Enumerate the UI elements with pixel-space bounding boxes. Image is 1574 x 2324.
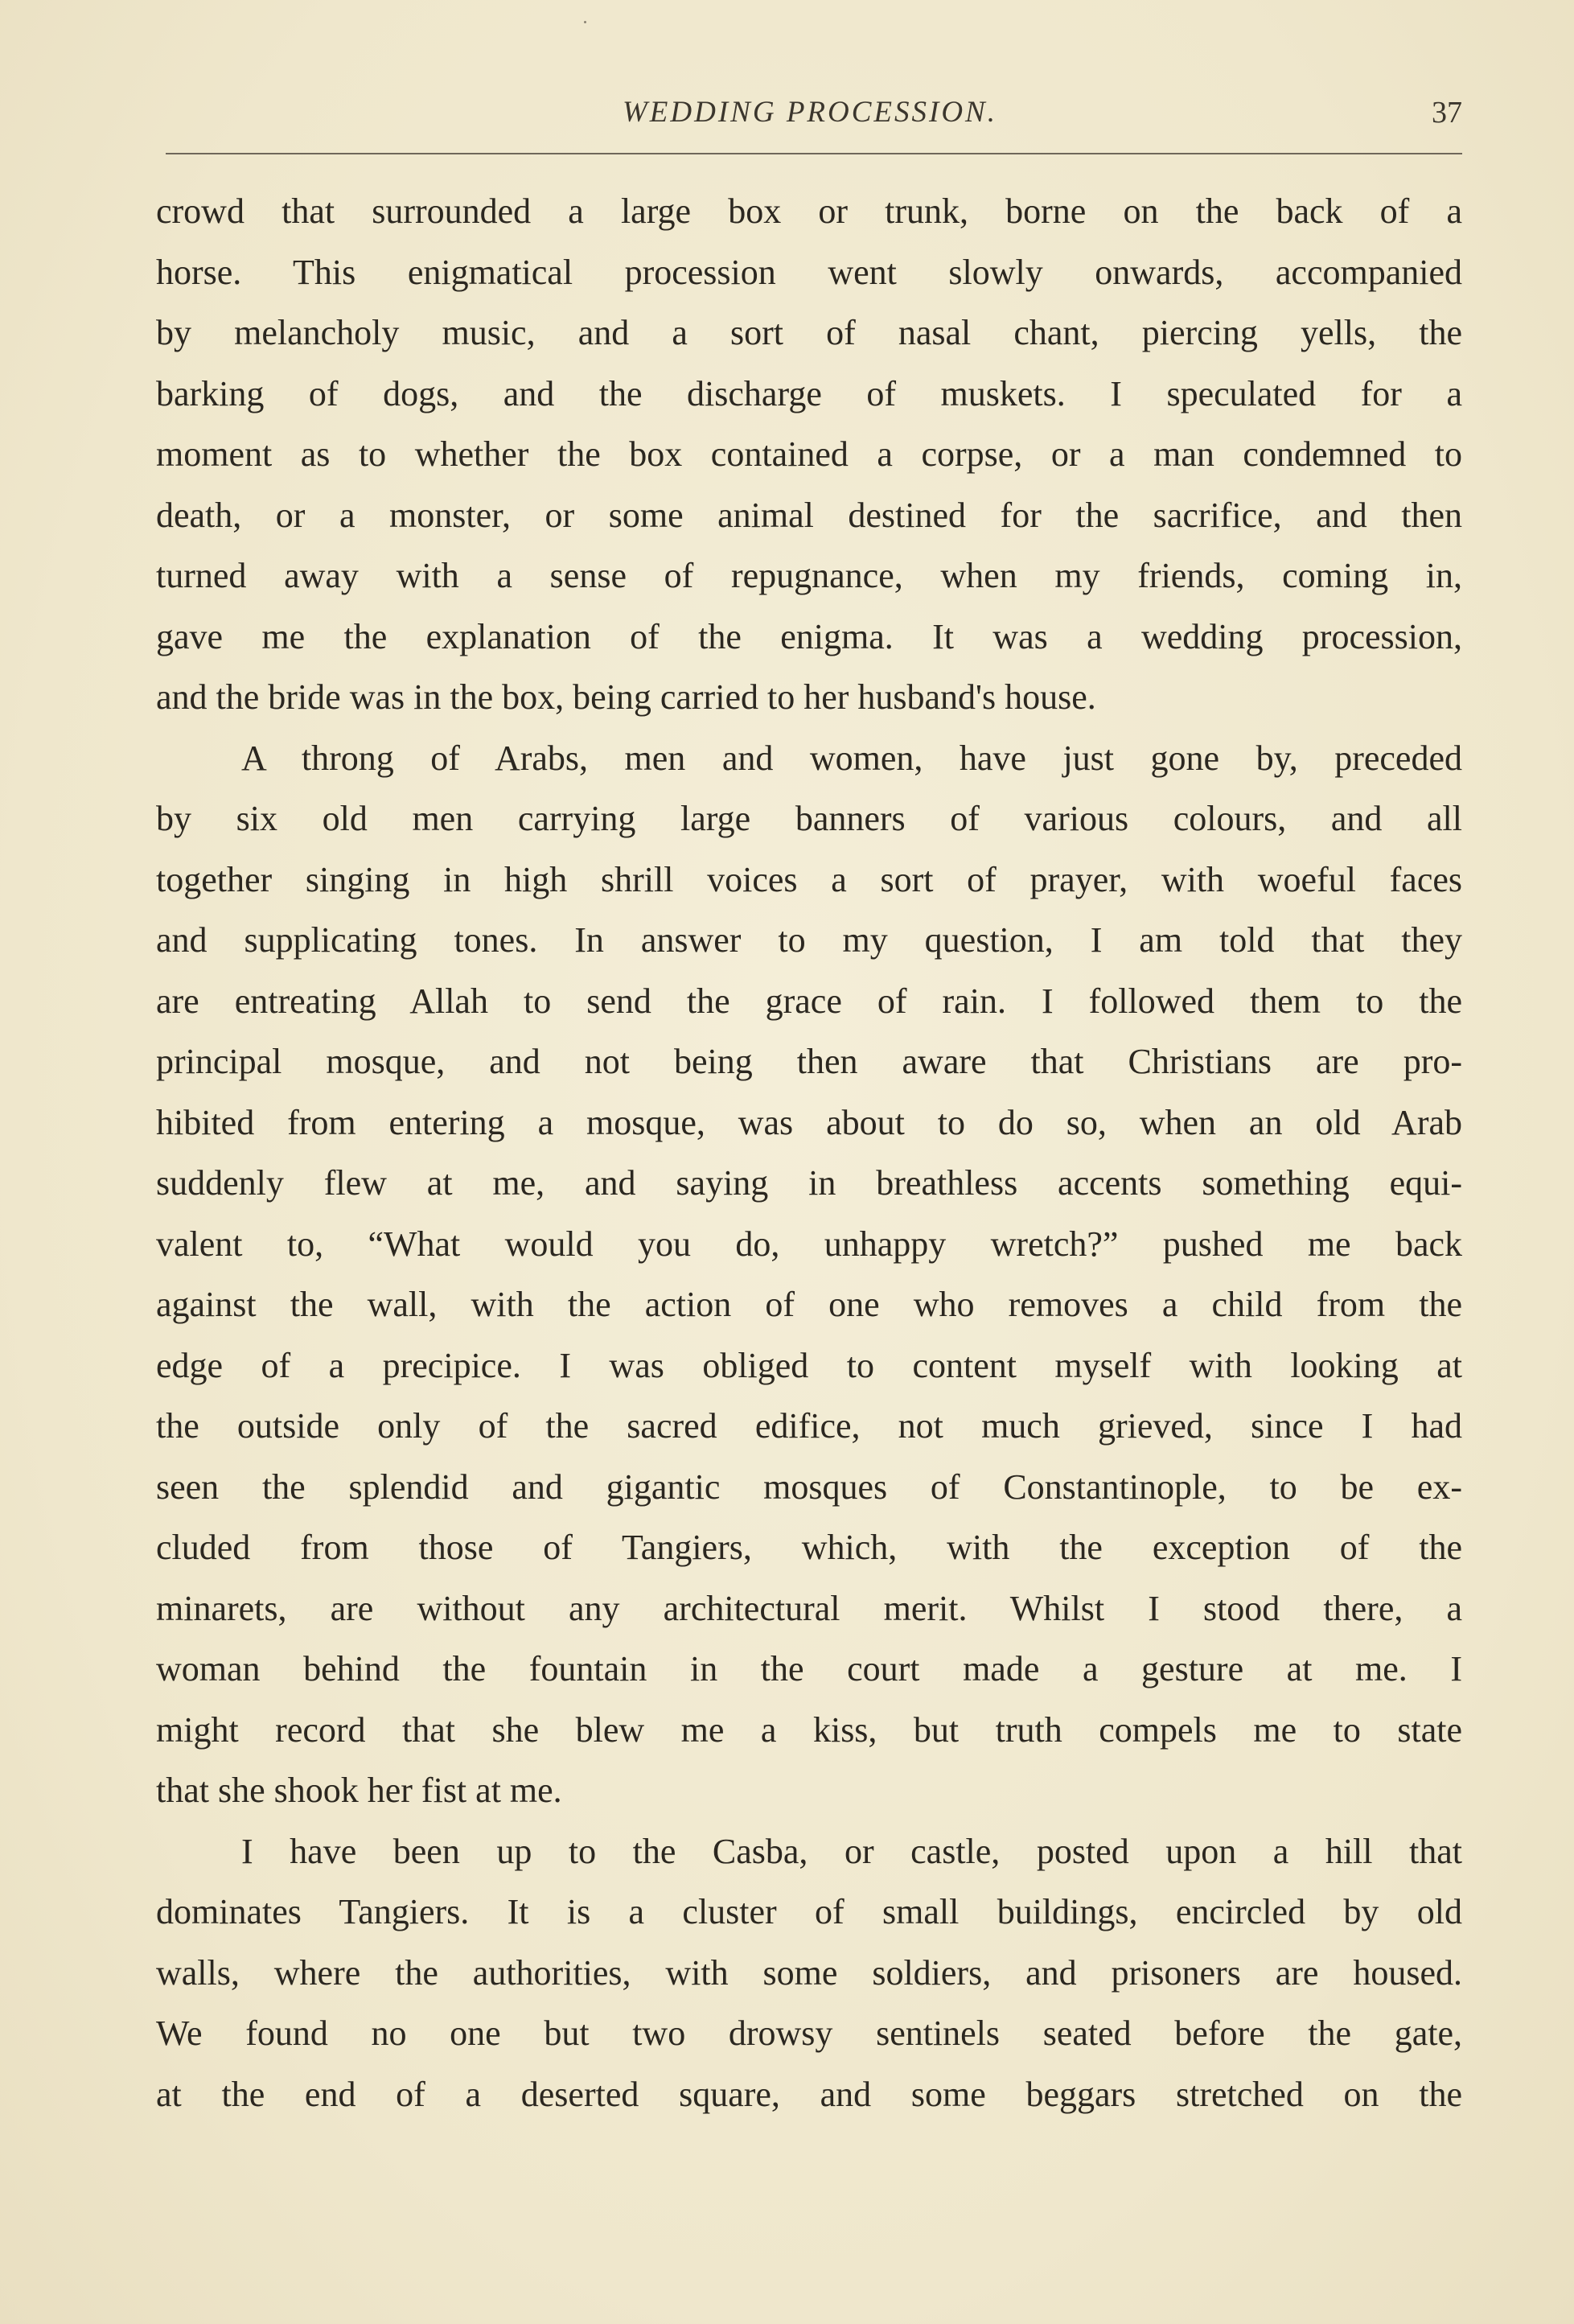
text-line: turned away with a sense of repugnance, when my friends, coming in, xyxy=(156,556,1462,595)
header-rule xyxy=(166,153,1462,154)
text-line: crowd that surrounded a large box or trunk, borne on the back of a xyxy=(156,191,1462,231)
text-line: moment as to whether the box contained a corpse, or a man condemned to xyxy=(156,434,1462,474)
text-line: against the wall, with the action of one who removes a child from the xyxy=(156,1285,1462,1324)
page-number: 37 xyxy=(1432,96,1462,130)
running-head xyxy=(158,95,1462,143)
text-line: death, or a monster, or some animal destined for the sacrifice, and then xyxy=(156,495,1462,535)
text-line: dominates Tangiers. It is a cluster of small buildings, encircled by old xyxy=(156,1892,1462,1931)
text-line: barking of dogs, and the discharge of muskets. I speculated for a xyxy=(156,373,1462,413)
text-line: the outside only of the sacred edifice, not much grieved, since I had xyxy=(156,1406,1462,1446)
paragraph-2 xyxy=(156,728,1462,1821)
text-line: I have been up to the Casba, or castle, posted upon a hill that xyxy=(241,1831,1462,1871)
paragraph-3 xyxy=(156,1821,1462,2125)
text-line: valent to, “What would you do, unhappy wretch?” pushed me back xyxy=(156,1224,1462,1264)
text-line: by melancholy music, and a sort of nasal chant, piercing yells, the xyxy=(156,313,1462,352)
text-line: that she shook her fist at me. xyxy=(156,1771,562,1810)
body-text xyxy=(156,181,1462,2125)
text-line: We found no one but two drowsy sentinels seated before the gate, xyxy=(156,2013,1462,2053)
text-line: are entreating Allah to send the grace of rain. I followed them to the xyxy=(156,981,1462,1021)
text-line: principal mosque, and not being then aware that Christians are pro- xyxy=(156,1042,1462,1081)
text-line: woman behind the fountain in the court made a gesture at me. I xyxy=(156,1649,1462,1688)
text-line: A throng of Arabs, men and women, have just gone by, preceded xyxy=(241,738,1462,778)
text-line: by six old men carrying large banners of various colours, and all xyxy=(156,799,1462,838)
text-line: at the end of a deserted square, and some beggars stretched on the xyxy=(156,2074,1462,2114)
text-line: seen the splendid and gigantic mosques of Constantinople, to be ex- xyxy=(156,1466,1462,1507)
text-line: might record that she blew me a kiss, but truth compels me to state xyxy=(156,1709,1462,1750)
text-line: cluded from those of Tangiers, which, with the exception of the xyxy=(156,1528,1462,1567)
running-title: WEDDING PROCESSION. xyxy=(622,96,997,129)
text-line: gave me the explanation of the enigma. It was a wedding procession, xyxy=(156,616,1462,656)
text-line: and the bride was in the box, being carried to her husband's house. xyxy=(156,677,1096,717)
paragraph-1 xyxy=(156,181,1462,728)
text-line: edge of a precipice. I was obliged to content myself with looking at xyxy=(156,1345,1462,1385)
paper-speck xyxy=(584,21,586,23)
text-line: together singing in high shrill voices a sort of prayer, with woeful faces xyxy=(156,859,1462,899)
text-line: hibited from entering a mosque, was about to do so, when an old Arab xyxy=(156,1102,1462,1142)
text-line: minarets, are without any architectural merit. Whilst I stood there, a xyxy=(156,1588,1462,1628)
text-line: walls, where the authorities, with some soldiers, and prisoners are housed. xyxy=(156,1952,1462,1993)
text-line: horse. This enigmatical procession went slowly onwards, accompanied xyxy=(156,252,1462,292)
text-line: and supplicating tones. In answer to my question, I am told that they xyxy=(156,920,1462,960)
text-line: suddenly flew at me, and saying in breathless accents something equi- xyxy=(156,1163,1462,1203)
